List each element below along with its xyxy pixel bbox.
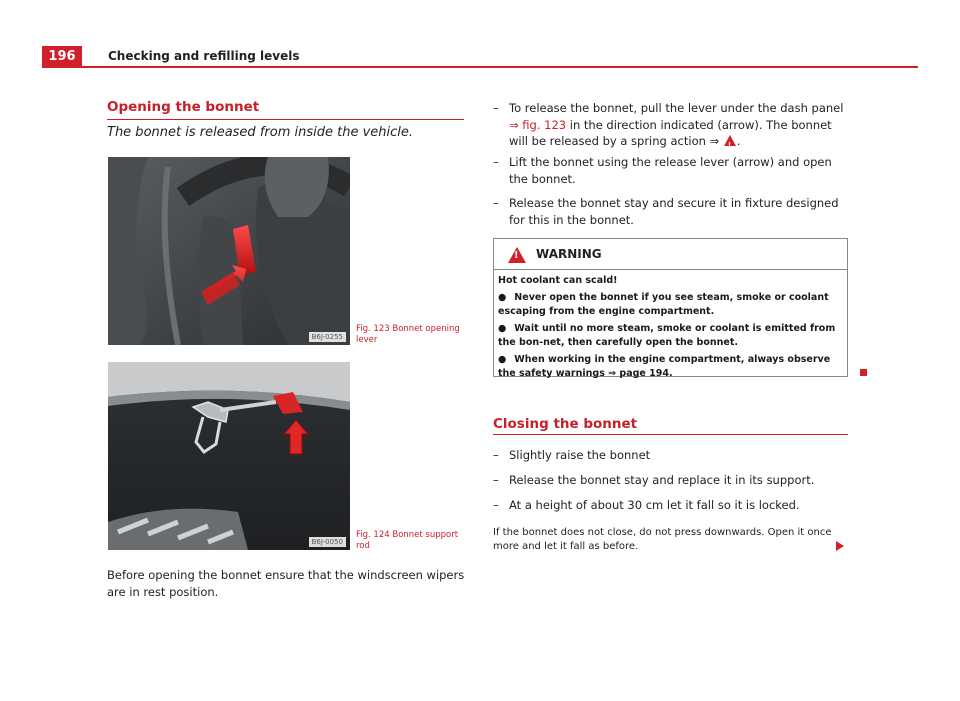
warning-body [494, 270, 847, 382]
warning-lead: Hot coolant can scald! [498, 275, 618, 286]
warning-box [493, 238, 848, 377]
step-drop-bonnet: – At a height of about 30 cm let it fall so it is locked. [493, 498, 800, 512]
chapter-title: Checking and refilling levels [108, 49, 300, 63]
step-release-bonnet: – To release the bonnet, pull the lever under the dash panel ⇒ fig. 123 in the direction indicated (arrow). The bonnet will be released by a spring action ⇒ !. [493, 100, 848, 150]
bonnet-support-illustration [108, 362, 350, 550]
figure-caption: Fig. 123 Bonnet opening lever [356, 324, 460, 345]
step-lift-bonnet: – Lift the bonnet using the release lever (arrow) and open the bonnet. [493, 155, 832, 186]
end-of-section-icon [860, 369, 867, 376]
warning-item: ● When working in the engine compartment, always observe the safety warnings ⇒ page 194. [498, 353, 831, 379]
warning-item: ● Wait until no more steam, smoke or coolant is emitted from the bon-net, then carefully open the bonnet. [498, 322, 836, 348]
intro-paragraph: Before opening the bonnet ensure that the windscreen wipers are in rest position. [107, 568, 465, 599]
figure-124-image [108, 362, 350, 550]
step-replace-stay: – Release the bonnet stay and replace it in its support. [493, 473, 815, 487]
section-rule [493, 434, 848, 435]
warning-item: ● Never open the bonnet if you see steam, smoke or coolant escaping from the engine compartment. [498, 291, 829, 317]
warning-label: WARNING [536, 247, 602, 261]
figure-code: B6J-0255 [309, 332, 346, 342]
section-subtitle: The bonnet is released from inside the vehicle. [107, 125, 414, 140]
figure-123-image [108, 157, 350, 345]
fig-123-link[interactable]: ⇒ fig. 123 [509, 117, 567, 132]
warning-header [494, 239, 847, 270]
step-raise-bonnet: – Slightly raise the bonnet [493, 448, 651, 462]
step-release-stay: – Release the bonnet stay and secure it in fixture designed for this in the bonnet. [493, 196, 839, 227]
section-rule [107, 119, 464, 120]
section-title-opening: Opening the bonnet [107, 99, 260, 115]
figure-caption: Fig. 124 Bonnet support rod [356, 530, 459, 551]
page-header [42, 46, 918, 68]
warning-triangle-icon: ! [508, 247, 526, 263]
continue-arrow-icon [836, 541, 844, 551]
warning-triangle-icon[interactable] [724, 135, 736, 146]
figure-code: B6J-0050 [309, 537, 346, 547]
section-title-closing: Closing the bonnet [493, 416, 638, 432]
bonnet-lever-illustration [108, 157, 350, 345]
closing-note: If the bonnet does not close, do not press downwards. Open it once more and let it fall as before. [493, 527, 832, 552]
page-number: 196 [42, 46, 82, 68]
